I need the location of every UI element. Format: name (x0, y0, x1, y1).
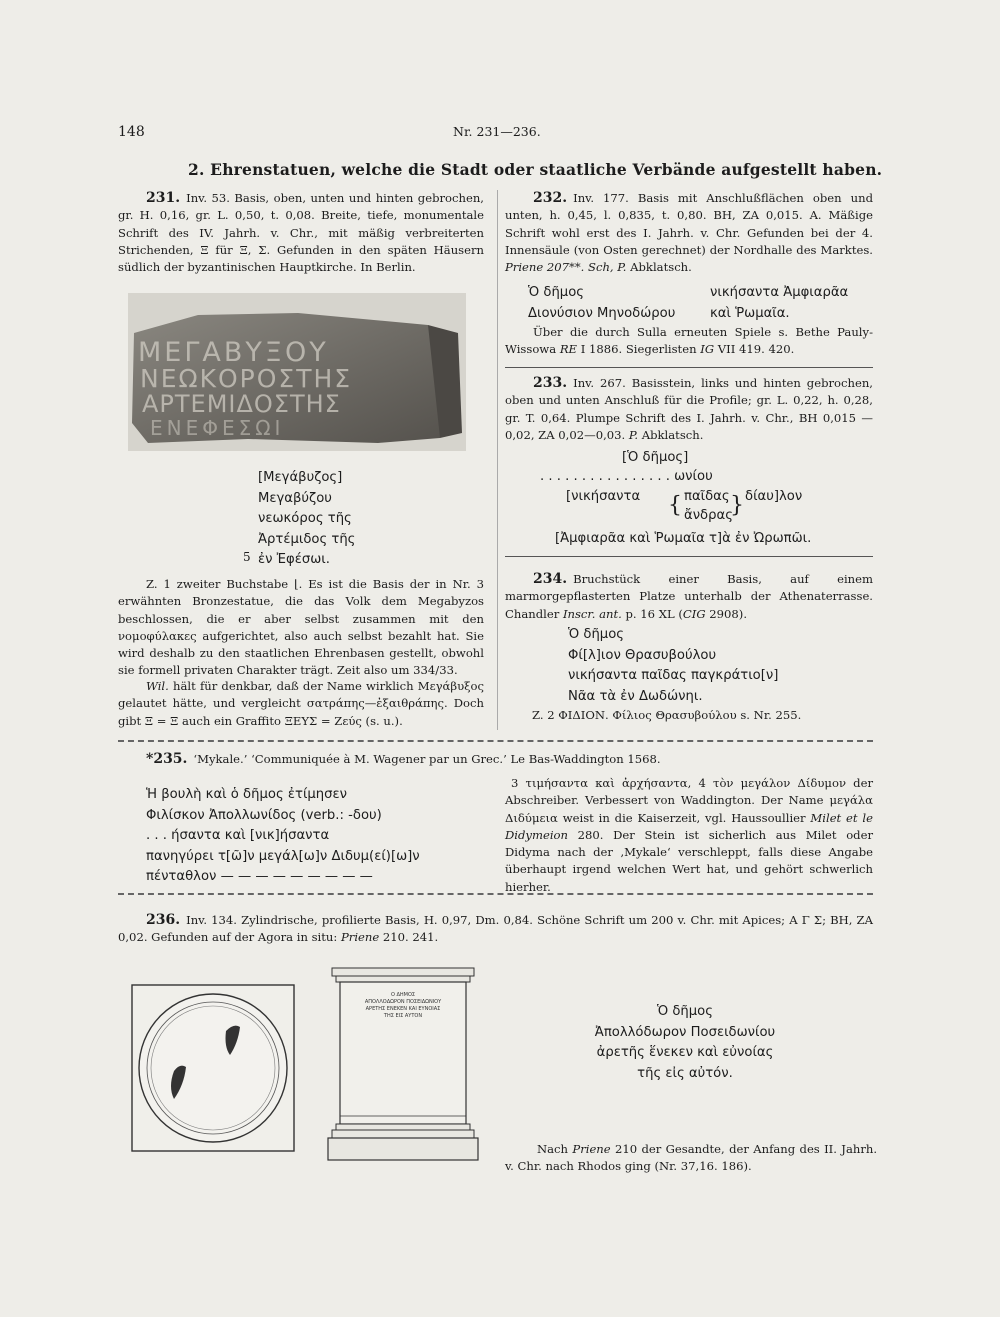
greek-line: παῖδας (684, 489, 730, 504)
entry-235-comment: 3 τιμήσαντα καὶ ἀρχήσαντα, 4 τὸν μεγάλον Δίδυμον der Abschreiber. Verbessert von Waddington. Der Name μεγάλα Διδύμεια weist in die Kaiserzeit, vgl. Haussoullier Milet et le Didymeion 280. Der Stein ist sicherlich aus Milet oder Didyma nach der ‚Mykale‘ verschleppt, falls diese Angabe überhaupt irgend welchen Wert hat, und gehört schwerlich hierher. (505, 776, 873, 894)
entry-232-greek-right: νικήσαντα Ἀμφιαρᾶα καὶ Ῥωμαῖα. (710, 285, 849, 321)
entry-234-comment: Z. 2 ΦΙΔΙΟΝ. Φίλιος Θρασυβούλου s. Nr. 255. (532, 708, 802, 722)
greek-line: [νικήσαντα (566, 489, 641, 504)
stone-photo-graphic (128, 293, 466, 451)
entry-233-text: 233. Inv. 267. Basisstein, links und hinten gebrochen, oben und unten Anschluß für die Profile; gr. L. 0,22, h. 0,28, gr. T. 0,64. Plumpe Schrift des I. Jahrh. v. Chr., BH 0,015 —0,02, ZA 0,02—0,03. P. Abklatsch. (505, 375, 873, 442)
entry-231-comment-2: Wil. hält für denkbar, daß der Name wirklich Μεγάβυξος gelautet hätte, und vergleicht σατράπης—ἐξαιθράπης. Doch gibt Ξ = Ξ auch ein Graffito ΞΕΥΣ = Ζεύς (s. u.). (118, 679, 485, 728)
entry-232-comment: Über die durch Sulla erneuten Spiele s. Bethe Pauly-Wissowa RE I 1886. Siegerlisten IG VII 419. 420. (505, 325, 873, 357)
page-number: 148 (118, 124, 145, 140)
greek-line: νεωκόρος τῆς (258, 511, 352, 526)
greek-line: Μεγαβύζου (258, 490, 332, 506)
entry-236-greek: Ὁ δῆμος Ἀπολλόδωρον Ποσειδωνίου ἀρετῆς ἕνεκεν καὶ εὐνοίας τῆς εἰς αὐτόν. (594, 1004, 776, 1081)
divider (505, 556, 873, 557)
photo-line-2: ΝΕΩΚΟΡΟΣΤΗΣ (140, 364, 353, 393)
greek-line: [Μεγάβυζος] (258, 470, 343, 485)
entry-234-text: 234. Bruchstück einer Basis, auf einem marmorgepflasterten Platze unterhalb der Athenaterrasse. Chandler Inscr. ant. p. 16 XL (CIG 2908). (505, 571, 873, 621)
photo-line-1: ΜΕΓΑΒΥΞΟΥ (138, 337, 329, 368)
stone-photo (128, 293, 466, 451)
entry-235-greek: Ἡ βουλὴ καὶ ὁ δῆμος ἐτίμησεν Φιλίσκον Ἀπολλωνίδος (verb.: -δου) . . . ήσαντα καὶ [νικ]ήσαντα πανηγύρει τ[ῶ]ν μεγάλ[ω]ν Διδυμ(εί)[ω]ν πένταθλον — — — — — — — — — (146, 787, 420, 884)
entry-231-comment: Z. 1 zweiter Buchstabe ⌊. Es ist die Basis der in Nr. 3 erwähnten Bronzestatue, die das Volk dem Megabyzos beschlossen, die er aber selbst zusammen mit den νομοφύλακες aufgerichtet, also auch selbst bezahlt hat. Sie wird deshalb zu den staatlichen Ehrenbasen gestellt, obwohl sie formell privaten Charakter trägt. Zeit also um 334/33. (118, 577, 484, 678)
column-divider (497, 190, 498, 730)
section-divider (118, 893, 873, 895)
entry-236-comment: Nach Priene 210 der Gesandte, der Anfang des II. Jahrh. v. Chr. nach Rhodos ging (Nr. 37,16. 186). (505, 1142, 878, 1174)
greek-line: δίαυ]λον (745, 489, 803, 504)
greek-line: ἐν Ἐφέσωι. (258, 552, 330, 567)
section-heading: 2. Ehrenstatuen, welche die Stadt oder staatliche Verbände aufgestellt haben. (188, 160, 883, 179)
base-plan-graphic (130, 983, 296, 1153)
greek-line: [Ὁ δῆμος] (622, 450, 689, 465)
section-divider (118, 740, 873, 742)
base-plan-drawing (130, 983, 296, 1153)
greek-line: ἄνδρας (684, 508, 733, 523)
photo-line-3: ΑΡΤΕΜΙΔΟΣΤΗΣ (142, 390, 341, 418)
entry-235-text: *235. ‘Mykale.’ ‘Communiquée à M. Wagener par un Grec.’ Le Bas-Waddington 1568. (146, 751, 661, 767)
drawing-line-3: ΑΡΕΤΗΣ ΕΝΕΚΕΝ ΚΑΙ ΕΥΝΟΙΑΣ (365, 1006, 441, 1012)
entry-231-greek (258, 468, 355, 571)
entry-231-number: 231. (146, 190, 181, 206)
right-brace: } (730, 493, 744, 518)
drawing-line-2: ΑΠΟΛΛΟΔΩΡΟΝ ΠΟΣΕΙΔΩΝΙΟΥ (364, 999, 442, 1005)
left-brace: { (668, 493, 682, 518)
greek-line: . . . . . . . . . . . . . . . . ωνίου (540, 469, 713, 484)
base-elevation-graphic (326, 966, 480, 1162)
entry-232-greek-left: Ὁ δῆμος Διονύσιον Μηνοδώρου (528, 285, 676, 321)
entry-232-text: 232. Inv. 177. Basis mit Anschlußflächen oben und unten, h. 0,45, l. 0,835, t. 0,80. BH, ZA 0,015. A. Mäßige Schrift wohl erst des I. Jahrh. v. Chr. Gefunden bei der 4. Innensäule (von Osten gerechnet) der Nordhalle des Marktes. Priene 207**. Sch, P. Abklatsch. (505, 190, 873, 275)
divider (505, 367, 873, 368)
photo-line-4: ΕΝΕΦΕΣΩΙ (150, 416, 285, 440)
drawing-line-4: ΤΗΣ ΕΙΣ ΑΥΤΟΝ (383, 1013, 423, 1019)
greek-line: Ἀρτέμιδος τῆς (258, 531, 356, 547)
line-number: 5 (243, 550, 251, 564)
running-title: Nr. 231—236. (453, 124, 541, 139)
entry-231-text: 231. Inv. 53. Basis, oben, unten und hinten gebrochen, gr. H. 0,16, gr. L. 0,50, t. 0,08. Breite, tiefe, monumentale Schrift des IV. Jahrh. v. Chr., mit mäßig verbreiterten Strichenden, Ξ für Ξ, Σ. Gefunden in den späten Häusern südlich der byzantinischen Hauptkirche. In Berlin. (118, 190, 484, 275)
base-elevation-drawing (326, 966, 480, 1162)
greek-line: [Ἀμφιαρᾶα καὶ Ῥωμαῖα τ]ὰ ἐν Ὠρωπῶι. (555, 531, 812, 546)
entry-236-text: 236. Inv. 134. Zylindrische, profilierte Basis, H. 0,97, Dm. 0,84. Schöne Schrift um 200 v. Chr. mit Apices; Α Γ Σ; BH, ZA 0,02. Gefunden auf der Agora in situ: Priene 210. 241. (118, 912, 873, 945)
drawing-line-1: Ο ΔΗΜΟΣ (390, 992, 416, 998)
entry-234-greek: Ὁ δῆμος Φί[λ]ιον Θρασυβούλου νικήσαντα παῖδας παγκράτιο[ν] Νᾶα τὰ ἐν Δωδώνηι. (568, 627, 779, 704)
